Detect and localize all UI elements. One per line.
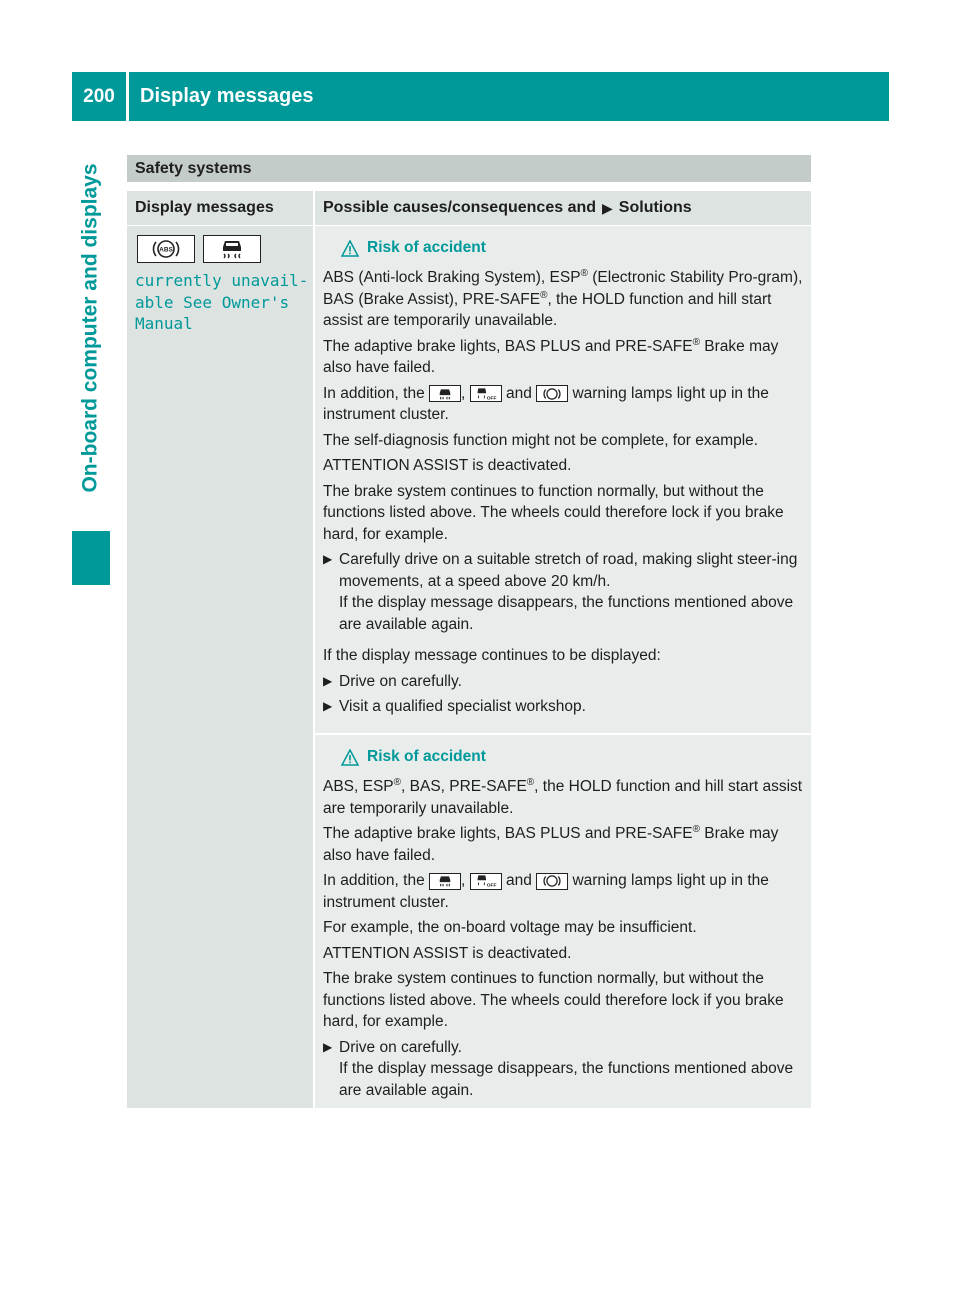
text: and	[505, 872, 532, 889]
step-arrow-icon: ▶	[323, 699, 333, 713]
text: warning lamps light up in the instrument cluster.	[323, 384, 769, 423]
instruction-step	[323, 549, 807, 635]
arrow-icon: ▶	[602, 199, 613, 216]
instruction-step	[323, 1037, 807, 1102]
text: ABS, ESP	[323, 778, 394, 795]
paragraph: If the display message continues to be displayed:	[323, 647, 661, 664]
abs-warning-icon	[536, 873, 568, 890]
text: In addition, the	[323, 384, 425, 402]
step-arrow-icon: ▶	[323, 1039, 333, 1054]
svg-text:ABS: ABS	[159, 246, 173, 254]
warning-risk-of-accident	[341, 237, 807, 259]
esp-off-icon	[470, 873, 502, 890]
warning-risk-of-accident	[341, 746, 807, 768]
side-tab	[72, 127, 110, 529]
esp-off-icon	[470, 385, 502, 402]
text: and	[505, 384, 532, 402]
svg-text:OFF: OFF	[486, 883, 497, 888]
paragraph	[323, 776, 807, 819]
abs-warning-icon	[536, 385, 568, 402]
text: , the HOLD function and hill start assist are temporarily unavailable.	[323, 290, 772, 329]
paragraph: ATTENTION ASSIST is deactivated.	[323, 457, 572, 474]
column-header-solutions	[315, 191, 811, 225]
warning-label: Risk of accident	[367, 748, 486, 766]
page-title: Display messages	[129, 72, 889, 121]
text: , BAS, PRE-SAFE	[401, 778, 527, 795]
text: (Electronic Stability Pro-gram), BAS (Brake Assist), PRE-SAFE	[323, 269, 803, 308]
step-text: Drive on carefully.	[339, 1038, 462, 1056]
paragraph: ATTENTION ASSIST is deactivated.	[323, 944, 572, 962]
page-number: 200	[72, 72, 126, 121]
esp-skid-car-icon	[429, 873, 461, 890]
text: Brake may also have failed.	[323, 825, 779, 864]
paragraph: The brake system continues to function normally, but without the functions listed above. The wheels could therefore lock if you brake hard, for example.	[323, 970, 784, 1030]
step-text: Drive on carefully.	[339, 672, 462, 690]
registered-mark: ®	[526, 776, 535, 788]
step-arrow-icon: ▶	[323, 673, 333, 688]
registered-mark: ®	[692, 336, 700, 348]
text: , the HOLD function and hill start assist are temporarily unavailable.	[323, 778, 803, 817]
text: The adaptive brake lights, BAS PLUS and PRE-SAFE	[323, 825, 693, 842]
registered-mark: ®	[540, 289, 548, 301]
svg-text:OFF: OFF	[486, 396, 497, 401]
side-tab-marker	[72, 531, 110, 585]
step-result: If the display message disappears, the functions mentioned above are available again.	[339, 1060, 794, 1099]
text: ,	[461, 872, 466, 889]
step-arrow-icon: ▶	[323, 552, 333, 566]
text: Brake may also have failed.	[323, 337, 779, 376]
side-tab-label: On-board computer and displays	[79, 163, 102, 493]
step-text: Carefully drive on a suitable stretch of road, making slight steer-ing movements, at a speed above 20 km/h.	[339, 551, 798, 590]
warning-label: Risk of accident	[367, 239, 486, 257]
text: ,	[461, 384, 466, 402]
step-text: Visit a qualified specialist workshop.	[339, 698, 586, 715]
solution-block-2	[323, 746, 807, 1105]
section-title: Safety systems	[127, 155, 811, 182]
col2-header-text: Possible causes/consequences and	[323, 199, 597, 216]
registered-mark: ®	[580, 267, 588, 279]
warning-triangle-icon	[341, 240, 359, 257]
text: The adaptive brake lights, BAS PLUS and PRE-SAFE	[323, 337, 693, 355]
paragraph	[323, 267, 807, 332]
text: warning lamps light up in the instrument cluster.	[323, 872, 769, 911]
col2-header-solutions: Solutions	[618, 199, 692, 216]
paragraph: The brake system continues to function normally, but without the functions listed above. The wheels could therefore lock if you brake hard, for example.	[323, 482, 784, 543]
display-message-text: currently unavail‐ able See Owner's Manual	[135, 271, 309, 333]
paragraph	[323, 336, 807, 379]
warning-triangle-icon	[341, 749, 359, 766]
step-result: If the display message disappears, the functions mentioned above are available again.	[339, 594, 794, 633]
text: ABS (Anti-lock Braking System), ESP	[323, 269, 581, 286]
registered-mark: ®	[393, 776, 402, 788]
esp-skid-car-icon	[429, 385, 461, 402]
registered-mark: ®	[692, 823, 700, 835]
text: In addition, the	[323, 872, 425, 889]
paragraph	[323, 823, 807, 866]
paragraph: The self-diagnosis function might not be complete, for example.	[323, 431, 759, 449]
esp-skid-car-icon	[203, 235, 261, 263]
abs-warning-icon	[137, 235, 195, 263]
column-header-display-messages: Display messages	[127, 191, 313, 225]
paragraph	[323, 870, 807, 913]
display-message-cell	[127, 226, 313, 1108]
solution-block-1	[323, 237, 807, 722]
instruction-step	[323, 696, 807, 718]
instruction-step	[323, 671, 807, 693]
paragraph: For example, the on-board voltage may be insufficient.	[323, 919, 697, 936]
paragraph	[323, 383, 807, 426]
